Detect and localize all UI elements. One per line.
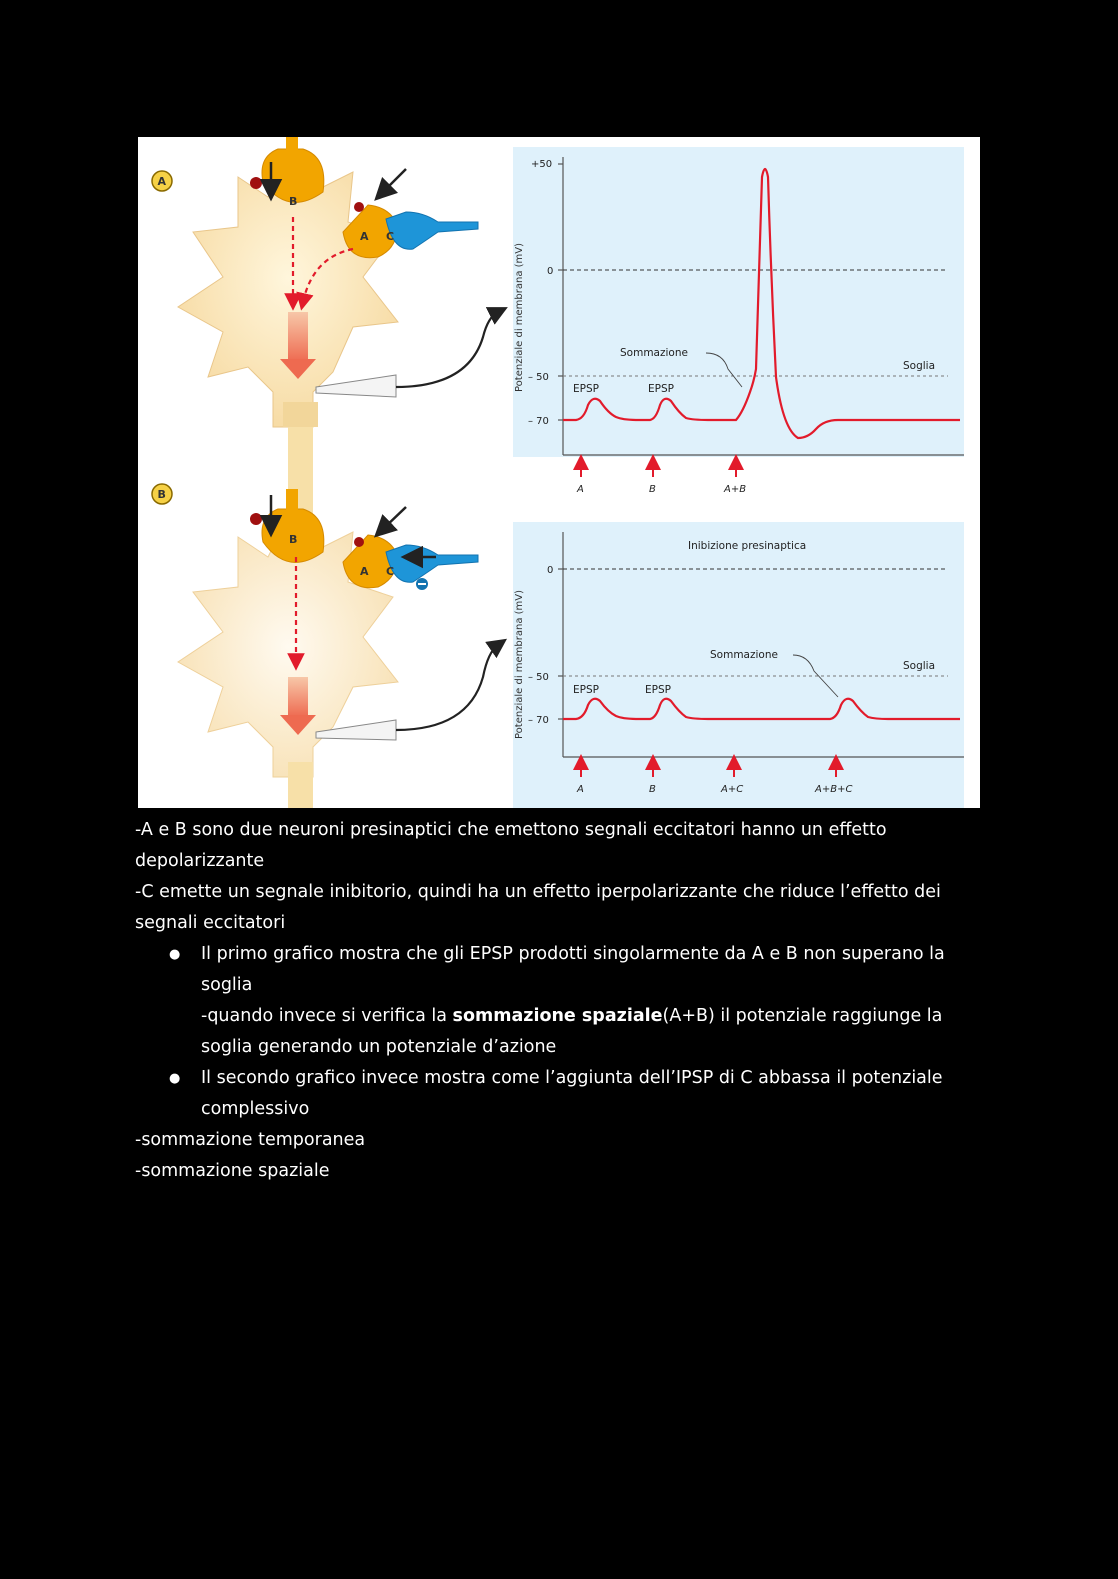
epsp-label-1-a: EPSP [573, 383, 599, 395]
neuron-label-b-b: B [289, 533, 298, 546]
summation-label-b: Sommazione [710, 649, 778, 661]
membrane-potential-chart-b [513, 522, 964, 808]
epsp-label-2-b: EPSP [645, 684, 671, 696]
y-axis-title-b: Potenziale di membrana (mV) [514, 589, 525, 739]
bullet-text-1b-pre: -quando invece si verifica la [201, 1006, 453, 1026]
epsp-label-2-a: EPSP [648, 383, 674, 395]
line-spatial-summation: -sommazione spaziale [135, 1161, 330, 1181]
threshold-label-b: Soglia [903, 660, 936, 672]
bullet-text-2: Il secondo grafico invece mostra come l’aggiunta dell’IPSP di C abbassa il potenziale complessivo [201, 1068, 943, 1119]
stimulus-label-1-b: A [577, 784, 584, 795]
panel-label-b: B [157, 488, 166, 501]
stimulus-label-4-b: A+B+C [815, 784, 853, 795]
membrane-potential-chart-a [513, 147, 964, 495]
neuron-diagram-b [178, 489, 498, 808]
summation-label-a: Sommazione [620, 347, 688, 359]
bullet-icon: ● [169, 947, 181, 962]
y-tick-0-a: 0 [547, 266, 554, 277]
paragraph-ab-excitatory: -A e B sono due neuroni presinaptici che emettono segnali eccitatori hanno un effetto depolarizzante [135, 820, 887, 871]
stimulus-label-1-a: A [577, 484, 584, 495]
bullet-item-first-graph [135, 939, 985, 1063]
neuron-label-a-a: A [360, 230, 369, 243]
y-axis-title-a: Potenziale di membrana (mV) [514, 242, 525, 392]
neuron-label-a-b: A [360, 565, 369, 578]
neuron-label-c-a: C [386, 230, 395, 243]
neuron-diagram-a [178, 137, 498, 537]
panel-label-a: A [157, 175, 167, 188]
neuron-summation-figure [138, 137, 980, 808]
y-tick-minus50-b: – 50 [528, 672, 549, 683]
neuron-label-c-b: C [386, 565, 395, 578]
bullet-text-1b-post: (A+B) il potenziale raggiunge la soglia generando un potenziale d’azione [201, 1006, 943, 1057]
bullet-text-1b-bold: sommazione spaziale [452, 1006, 663, 1026]
neuron-label-b-a: B [289, 195, 298, 208]
bullet-item-second-graph [135, 1063, 985, 1125]
explanation-text [135, 815, 985, 1187]
bullet-text-1a: Il primo grafico mostra che gli EPSP prodotti singolarmente da A e B non superano la soglia [201, 944, 945, 995]
bullet-list [135, 939, 985, 1125]
stimulus-label-3-a: A+B [724, 484, 747, 495]
y-tick-plus50-a: +50 [531, 159, 553, 170]
y-tick-minus70-b: – 70 [528, 715, 549, 726]
epsp-label-1-b: EPSP [573, 684, 599, 696]
y-tick-minus70-a: – 70 [528, 416, 549, 427]
bullet-text-1b [201, 1001, 985, 1063]
bullet-icon: ● [169, 1071, 181, 1086]
paragraph-c-inhibitory: -C emette un segnale inibitorio, quindi ha un effetto iperpolarizzante che riduce l’effetto dei segnali eccitatori [135, 882, 941, 933]
stimulus-label-2-b: B [649, 784, 656, 795]
y-tick-0-b: 0 [547, 565, 554, 576]
chart-title-b: Inibizione presinaptica [688, 540, 807, 552]
y-tick-minus50-a: – 50 [528, 372, 549, 383]
line-temporal-summation: -sommazione temporanea [135, 1130, 366, 1150]
threshold-label-a: Soglia [903, 360, 936, 372]
stimulus-label-2-a: B [649, 484, 656, 495]
stimulus-label-3-b: A+C [721, 784, 744, 795]
